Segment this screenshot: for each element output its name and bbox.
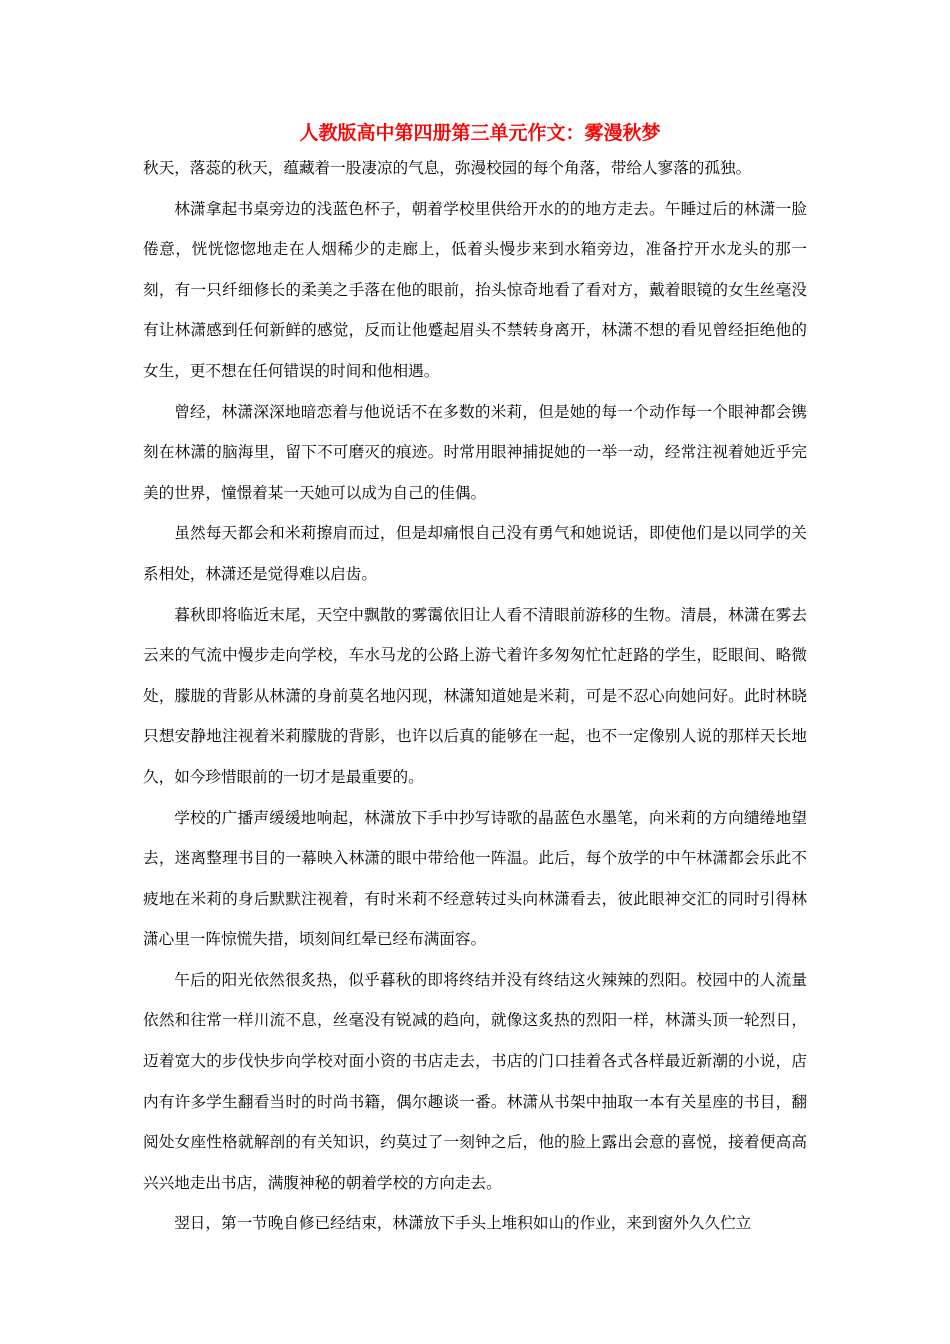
- paragraph: 林潇拿起书桌旁边的浅蓝色杯子，朝着学校里供给开水的的地方走去。午睡过后的林潇一脸倦意，恍恍惚惚地走在人烟稀少的走廊上，低着头慢步来到水箱旁边，准备拧开水龙头的那一刻，有一只纤细修长的柔美之手落在他的眼前，抬头惊奇地看了看对方，戴着眼镜的女生丝毫没有让林潇感到任何新鲜的感觉，反而让他蹙起眉头不禁转身离开，林潇不想的看见曾经拒绝他的女生，更不想在任何错误的时间和他相遇。: [143, 199, 807, 380]
- document-body: [143, 148, 807, 1244]
- paragraph: 学校的广播声缓缓地响起，林潇放下手中抄写诗歌的晶蓝色水墨笔，向米莉的方向缱绻地望去，迷离整理书目的一幕映入林潇的眼中带给他一阵温。此后，每个放学的中午林潇都会乐此不疲地在米莉的身后默默注视着，有时米莉不经意转过头向林潇看去，彼此眼神交汇的同时引得林潇心里一阵惊慌失措，顷刻间红晕已经布满面容。: [143, 808, 807, 949]
- document-title: 人教版高中第四册第三单元作文：雾漫秋梦: [299, 122, 661, 144]
- paragraph: 曾经，林潇深深地暗恋着与他说话不在多数的米莉，但是她的每一个动作每一个眼神都会镌刻在林潇的脑海里，留下不可磨灭的痕迹。时常用眼神捕捉她的一举一动，经常注视着她近乎完美的世界，憧憬着某一天她可以成为自己的佳偶。: [143, 402, 807, 502]
- paragraph: 秋天，落蕊的秋天，蕴藏着一股凄凉的气息，弥漫校园的每个角落，带给人寥落的孤独。: [143, 159, 752, 177]
- paragraph: 暮秋即将临近末尾，天空中飘散的雾霭依旧让人看不清眼前游移的生物。清晨，林潇在雾去云来的气流中慢步走向学校，车水马龙的公路上游弋着许多匆匆忙忙赶路的学生，眨眼间、略微处，朦胧的背影从林潇的身前莫名地闪现，林潇知道她是米莉，可是不忍心向她问好。此时林晓只想安静地注视着米莉朦胧的背影，也许以后真的能够在一起，也不一定像别人说的那样天长地久，如今珍惜眼前的一切才是最重要的。: [143, 605, 807, 786]
- paragraph: 虽然每天都会和米莉擦肩而过，但是却痛恨自己没有勇气和她说话，即使他们是以同学的关系相处，林潇还是觉得难以启齿。: [143, 524, 807, 583]
- paragraph: 翌日，第一节晚自修已经结束，林潇放下手头上堆积如山的作业，来到窗外久久伫立: [174, 1214, 752, 1233]
- paragraph: 午后的阳光依然很炙热，似乎暮秋的即将终结并没有终结这火辣辣的烈阳。校园中的人流量依然和往常一样川流不息，丝毫没有锐减的趋向，就像这炙热的烈阳一样，林潇头顶一轮烈日，迈着宽大的步伐快步向学校对面小资的书店走去，书店的门口挂着各式各样最近新潮的小说，店内有许多学生翻看当时的时尚书籍，偶尔趣谈一番。林潇从书架中抽取一本有关星座的书目，翻阅处女座性格就解剖的有关知识，约莫过了一刻钟之后，他的脸上露出会意的喜悦，接着便高高兴兴地走出书店，满腹神秘的朝着学校的方向走去。: [143, 970, 807, 1192]
